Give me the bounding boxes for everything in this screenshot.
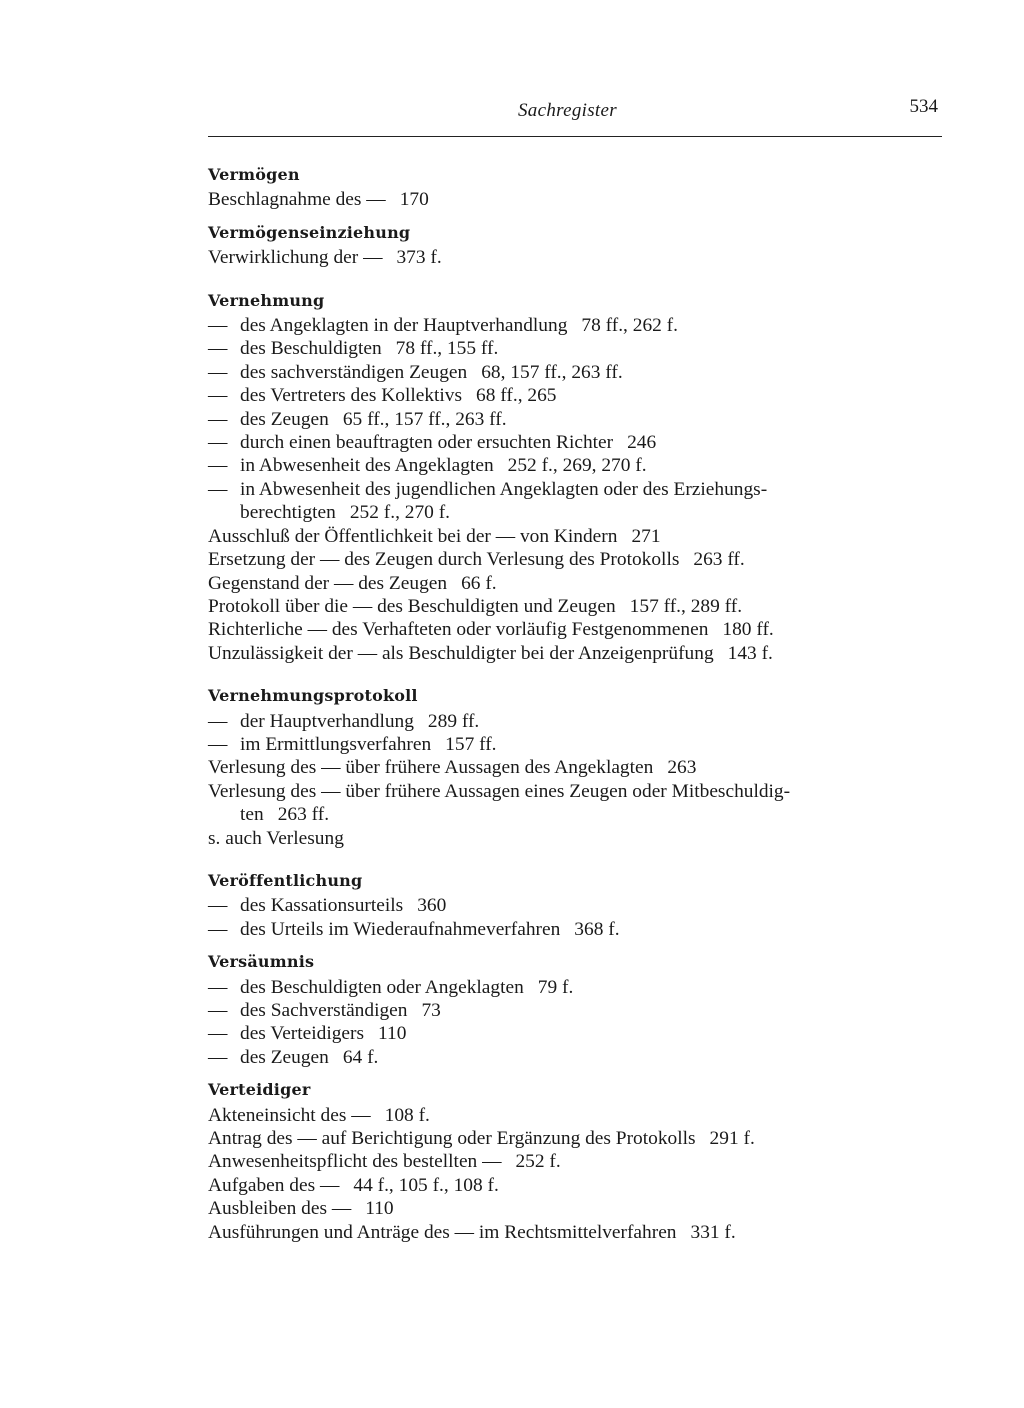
entry-heading: Vernehmungsprotokoll [208,686,418,706]
subentry-text: Ausbleiben des — [208,1198,352,1220]
entry-heading: Verteidiger [208,1080,311,1100]
subentry-text: ten [240,804,264,826]
page-number: 534 [909,96,938,117]
subentry-text: im Ermittlungsverfahren [240,733,432,755]
page-refs: 110 [365,1198,394,1220]
page-refs: 66 f. [461,572,497,594]
page-refs: 252 f., 269, 270 f. [507,455,647,477]
subentry-line [208,642,948,665]
page-refs: 157 ff. [445,733,497,755]
entry-heading: Veröffentlichung [208,870,363,890]
subentry-line [208,525,948,548]
index-entry-verteidiger [208,1078,948,1244]
subentry-line [208,548,948,571]
page-refs: 360 [417,895,447,917]
page-refs: 271 [631,525,661,547]
subentry-line [208,337,948,360]
subentry-line [208,595,948,618]
page-refs: 64 f. [342,1046,379,1068]
dash-mark: — [208,918,228,940]
page-refs: 246 [627,432,657,454]
subentry-line [208,572,948,595]
page-refs: 252 f. [515,1151,561,1173]
subentry-text: des Urteils im Wiederaufnahmeverfahren [240,918,561,940]
subentry-text: des sachverständigen Zeugen [240,361,468,383]
dash-mark: — [208,385,228,407]
dash-mark: — [208,455,228,477]
subentry-text: berechtigten [240,502,336,524]
subentry-continuation [208,501,948,524]
subentry-continuation [208,803,948,826]
dash-mark: — [208,361,228,383]
subentry-line [208,431,948,454]
subentry-text: der Hauptverhandlung [240,710,414,732]
page-refs: 68 ff., 265 [476,385,557,407]
page-refs: 263 ff. [693,549,745,571]
subentry-text: des Zeugen [240,1046,329,1068]
subentry-line [208,710,948,733]
dash-mark: — [208,408,228,430]
index-entry-vernehmungsprotokoll [208,684,948,850]
page-refs: 263 ff. [277,804,330,826]
index-entry-vermoegenseinziehung [208,221,948,270]
subentry-line [208,1221,948,1244]
index-entry-vermoegen [208,163,948,212]
index-entry-vernehmung [208,289,948,666]
subentry-line [208,361,948,384]
running-title: Sachregister [518,100,617,121]
subentry-line [208,780,948,803]
subentry-text: des Verteidigers [240,1023,365,1045]
subentry-text: in Abwesenheit des jugendlichen Angeklagten oder des Erziehungs- [240,478,768,500]
page-refs: 263 [667,757,697,779]
page-refs: 110 [378,1023,407,1045]
dash-mark: — [208,1046,228,1068]
subentry-line [208,1174,948,1197]
page-refs: 143 f. [727,642,773,664]
subentry-text: Richterliche — des Verhafteten oder vorläufig Festgenommenen [208,619,709,641]
entry-heading: Vernehmung [208,290,325,310]
subentry-line [208,1022,948,1045]
subentry-text: durch einen beauftragten oder ersuchten Richter [240,432,614,454]
page-refs: 252 f., 270 f. [349,502,451,524]
subentry-line [208,1104,948,1127]
subentry-text: des Zeugen [240,408,329,430]
subentry-line [208,408,948,431]
subentry-line [208,478,948,501]
page-refs: 368 f. [574,918,620,940]
subentry-line [208,827,948,850]
subentry-line [208,454,948,477]
subentry-line [208,314,948,337]
subentry-line [208,976,948,999]
dash-mark: — [208,432,228,454]
entry-heading: Versäumnis [208,952,315,972]
subentry-text: Ausschluß der Öffentlichkeit bei der — von Kindern [208,525,618,547]
page-refs: 291 f. [709,1128,755,1150]
index-entry-versaeumnis [208,950,948,1069]
page-refs: 44 f., 105 f., 108 f. [353,1174,499,1196]
dash-mark: — [208,1000,228,1021]
subentry-text: Akteneinsicht des — [208,1104,371,1126]
subentry-text: Ausführungen und Anträge des — im Rechtsmittelverfahren [208,1221,677,1243]
dash-mark: — [208,895,228,917]
page-refs: 108 f. [384,1104,430,1126]
dash-mark: — [208,710,228,732]
index-entry-veroeffentlichung [208,869,948,941]
dash-mark: — [208,976,228,998]
subentry-line [208,1127,948,1150]
subentry-text: Unzulässigkeit der — als Beschuldigter bei der Anzeigenprüfung [208,642,714,664]
subentry-line [208,1197,948,1220]
subentry-text: des Sachverständigen [240,1000,408,1021]
subentry-text: Gegenstand der — des Zeugen [208,572,448,594]
subentry-line [208,756,948,779]
header-rule [208,136,942,137]
page-refs: 78 ff., 262 f. [581,315,678,337]
subentry-line [208,1046,948,1069]
subentry-text: des Angeklagten in der Hauptverhandlung [240,315,568,337]
subentry-text: Ersetzung der — des Zeugen durch Verlesung des Protokolls [208,549,680,571]
page-refs: 68, 157 ff., 263 ff. [481,361,623,383]
page-refs: 65 ff., 157 ff., 263 ff. [342,408,507,430]
subentry-line [208,733,948,756]
subentry-text: Verwirklichung der — [208,247,383,269]
subentry-line [208,618,948,641]
subentry-text: des Vertreters des Kollektivs [240,385,463,407]
subentry-text: des Beschuldigten [240,338,382,360]
subentry-text: Anwesenheitspflicht des bestellten — [208,1151,502,1173]
subentry-line [208,894,948,917]
page-refs: 73 [421,1000,441,1021]
page-refs: 373 f. [396,247,442,269]
dash-mark: — [208,733,228,755]
subentry-text: Verlesung des — über frühere Aussagen des Angeklagten [208,757,654,779]
subentry-text: des Beschuldigten oder Angeklagten [240,976,524,998]
subentry-text: in Abwesenheit des Angeklagten [240,455,494,477]
page-refs: 78 ff., 155 ff. [395,338,499,360]
subentry-text: s. auch Verlesung [208,827,344,849]
dash-mark: — [208,338,228,360]
entry-heading: Vermögenseinziehung [208,222,411,242]
page-refs: 79 f. [537,976,574,998]
subentry-text: Beschlagnahme des — [208,189,386,211]
page-refs: 170 [399,189,429,211]
entry-heading: Vermögen [208,165,300,184]
page-refs: 180 ff. [722,619,774,641]
subentry-line [208,246,948,269]
subentry-line [208,384,948,407]
subentry-text: Verlesung des — über frühere Aussagen eines Zeugen oder Mitbeschuldig- [208,780,791,802]
dash-mark: — [208,315,228,337]
dash-mark: — [208,1023,228,1045]
subentry-text: des Kassationsurteils [240,895,404,917]
dash-mark: — [208,478,228,500]
subentry-line [208,1150,948,1173]
index-body [208,163,948,1253]
subentry-text: Protokoll über die — des Beschuldigten und Zeugen [208,595,616,617]
page-refs: 157 ff., 289 ff. [629,595,743,617]
subentry-line [208,188,948,211]
running-head [208,96,942,126]
subentry-text: Antrag des — auf Berichtigung oder Ergänzung des Protokolls [208,1128,696,1150]
subentry-line [208,918,948,941]
subentry-text: Aufgaben des — [208,1174,340,1196]
page-refs: 331 f. [690,1221,736,1243]
subentry-line [208,999,948,1022]
page-refs: 289 ff. [427,710,480,732]
